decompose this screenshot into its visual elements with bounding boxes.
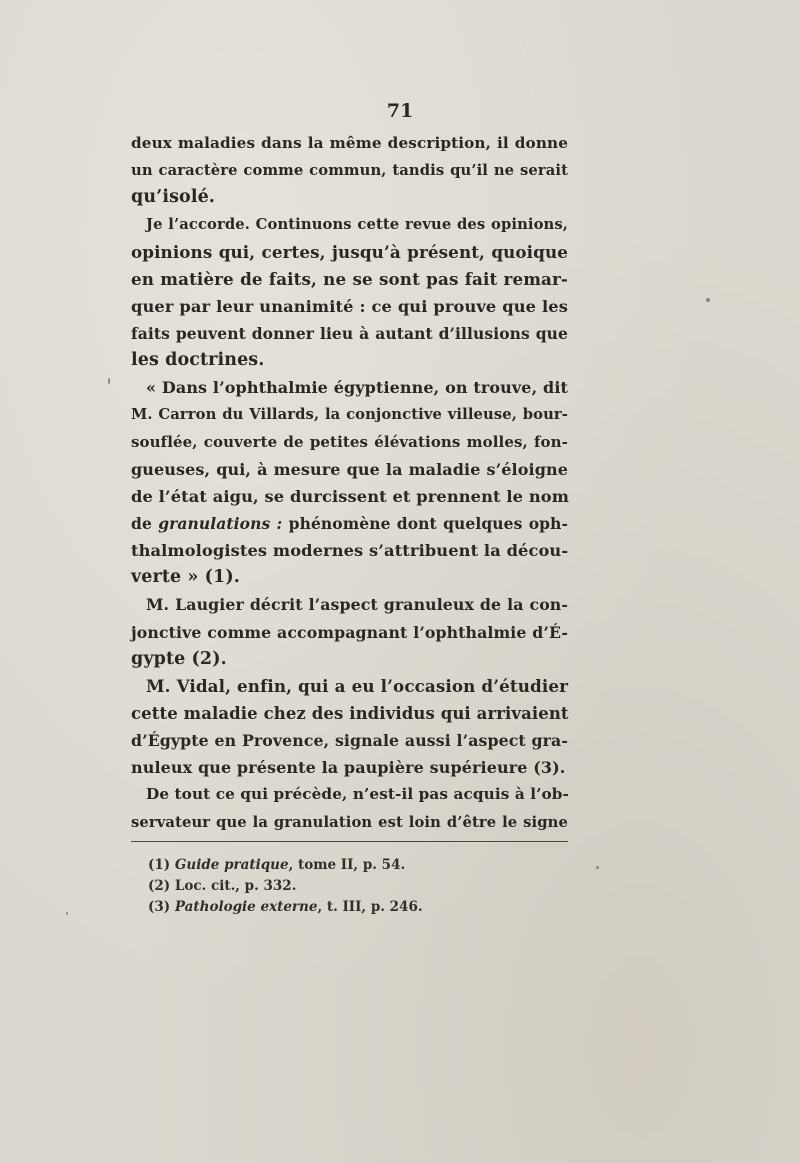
text-run: gypte (2). [131, 648, 227, 669]
text-line [131, 619, 568, 646]
italic-text: granulations : [158, 513, 283, 533]
text-run: les doctrines. [131, 350, 265, 371]
text-line [131, 266, 568, 293]
text-line [131, 591, 568, 618]
italic-text: Pathologie externe [174, 899, 318, 915]
text-line [131, 130, 568, 157]
text-line [131, 184, 568, 211]
text-run: nuleux que présente la paupière supérieure (3). [131, 758, 566, 778]
text-line [131, 211, 568, 238]
text-line [131, 293, 568, 320]
text-run: jonctive comme accompagnant l’ophthalmie d’É- [131, 622, 568, 642]
body-text [131, 130, 568, 836]
text-line [131, 347, 568, 374]
text-run: De tout ce qui précède, n’est-il pas acquis à l’ob- [146, 785, 569, 804]
footnote-divider [131, 841, 568, 842]
text-run: , tome II, p. 54. [288, 857, 406, 873]
text-run: de l’état aigu, se durcissent et prennent le nom [131, 486, 570, 506]
text-line [131, 456, 568, 483]
text-line [131, 239, 568, 266]
paper-speck [596, 866, 599, 869]
paper-speck [706, 298, 710, 302]
italic-text: Guide pratique [174, 857, 289, 873]
text-line [131, 429, 568, 456]
text-run: (3) [148, 899, 175, 915]
text-run: gueuses, qui, à mesure que la maladie s’éloigne [131, 459, 568, 479]
text-run: en matière de faits, ne se sont pas fait remar- [131, 268, 568, 289]
text-run: de [131, 513, 159, 533]
paper-speck [66, 912, 68, 915]
text-run: faits peuvent donner lieu à autant d’illusions que [131, 323, 568, 343]
text-run: Je l’accorde. Continuons cette revue des opinions, [146, 216, 568, 234]
page-number: 71 [386, 100, 414, 122]
text-line [131, 537, 568, 564]
text-line [131, 727, 568, 754]
text-run: M. Vidal, enfin, qui a eu l’occasion d’étudier [146, 675, 568, 696]
text-run: souflée, couverte de petites élévations molles, fon- [131, 432, 568, 451]
text-run: « Dans l’ophthalmie égyptienne, on trouve, dit [146, 378, 568, 398]
text-run: cette maladie chez des individus qui arrivaient [131, 703, 569, 723]
text-run: phénomène dont quelques oph- [282, 513, 568, 533]
text-line [131, 510, 568, 537]
footnote [148, 855, 568, 876]
text-run: (1) [148, 857, 175, 873]
text-line [131, 401, 568, 428]
text-run: servateur que la granulation est loin d’être le signe [131, 813, 568, 831]
text-line [131, 809, 568, 836]
text-run: d’Égypte en Provence, signale aussi l’aspect gra- [131, 731, 568, 751]
text-line [131, 374, 568, 401]
text-line [131, 646, 568, 673]
footnote [148, 876, 568, 897]
footnote [148, 897, 568, 918]
text-run: (2) Loc. cit., p. 332. [148, 878, 297, 894]
text-run: M. Laugier décrit l’aspect granuleux de la con- [146, 595, 568, 615]
text-run: quer par leur unanimité : ce qui prouve que les [131, 296, 568, 316]
paper-speck [108, 378, 110, 384]
text-line [131, 754, 568, 781]
text-line [131, 673, 568, 700]
text-line [131, 700, 568, 727]
text-run: , t. III, p. 246. [317, 899, 423, 915]
text-run: M. Carron du Villards, la conjonctive villeuse, bour- [131, 406, 568, 424]
text-line [131, 781, 568, 808]
text-run: thalmologistes modernes s’attribuent la décou- [131, 541, 569, 561]
text-line [131, 483, 568, 510]
text-line [131, 157, 568, 184]
text-run: opinions qui, certes, jusqu’à présent, quoique [131, 241, 568, 262]
text-run: un caractère comme commun, tandis qu’il ne serait [131, 162, 568, 180]
text-run: verte » (1). [131, 567, 240, 588]
text-line [131, 564, 568, 591]
text-run: deux maladies dans la même description, il donne [131, 134, 568, 152]
text-line [131, 320, 568, 347]
text-run: qu’isolé. [131, 187, 215, 208]
footnotes [148, 855, 568, 918]
